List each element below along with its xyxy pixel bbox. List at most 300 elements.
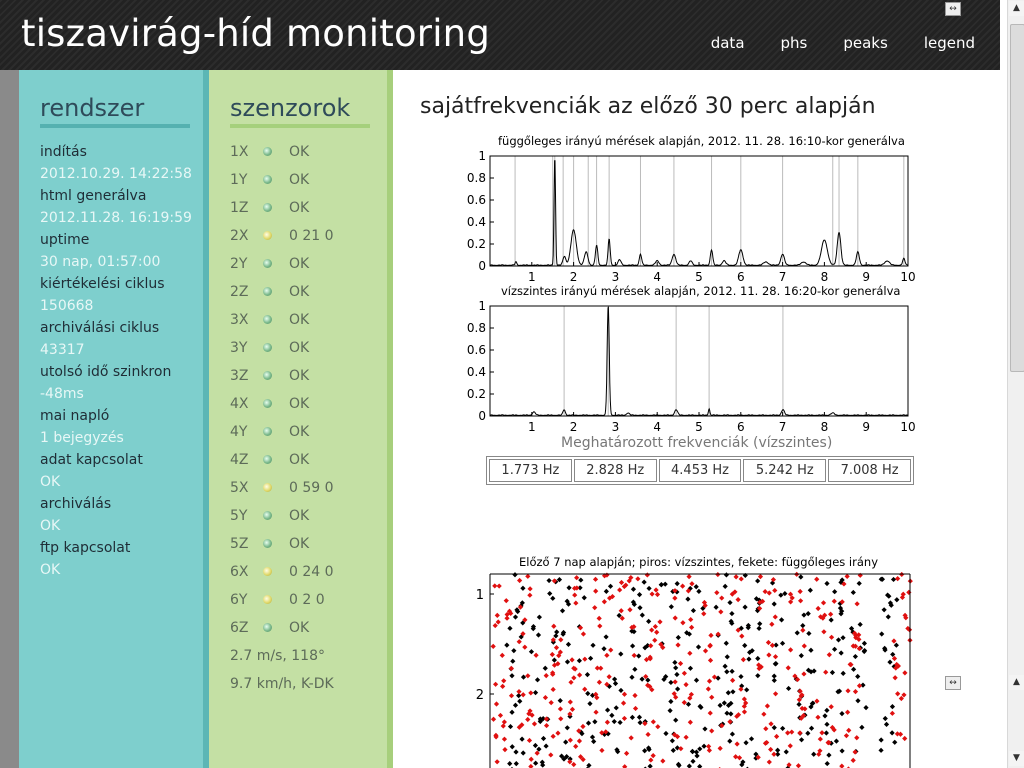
horizontal-point [851,758,856,763]
horizontal-point [527,738,532,743]
horizontal-point [816,606,821,611]
vertical-point [663,731,668,736]
horizontal-point [854,735,859,740]
sensor-status: OK [289,312,310,328]
vertical-point [757,621,762,626]
rendszer-label: uptime [40,232,90,248]
rendszer-list [40,141,205,581]
horizontal-point [509,666,514,671]
vertical-point [511,648,516,653]
vertical-point [779,617,784,622]
vertical-point [839,748,844,753]
horizontal-point [829,635,834,640]
vertical-point [614,705,619,710]
frame-resize-icon[interactable]: ↔ [945,676,961,690]
sensor-status: 0 59 0 [289,480,334,496]
sensor-status: OK [289,256,310,272]
vertical-point [859,725,864,730]
vertical-scrollbar[interactable] [1007,0,1024,768]
sensor-row [230,170,390,198]
horizontal-point [577,738,582,743]
y-tick-label: 0.8 [466,171,486,185]
vertical-point [582,595,587,600]
horizontal-point [502,747,507,752]
nav-peaks[interactable]: peaks [843,34,888,52]
vertical-point [696,644,701,649]
site-title: tiszavirág-híd monitoring [21,12,491,55]
vertical-point [585,691,590,696]
sensor-id: 1Z [230,200,249,216]
horizontal-point [768,747,773,752]
sensor-id: 5Z [230,536,249,552]
vertical-point [796,702,801,707]
horizontal-point [494,701,499,706]
sensor-id: 6Y [230,592,248,608]
vertical-point [605,707,610,712]
horizontal-point [621,701,626,706]
vertical-point [676,635,681,640]
horizontal-point [846,728,851,733]
horizontal-point [568,680,573,685]
vertical-point [786,686,791,691]
vertical-point [824,581,829,586]
horizontal-point [607,674,612,679]
horizontal-point [500,653,505,658]
vertical-point [541,736,546,741]
horizontal-point [629,735,634,740]
vertical-point [730,731,735,736]
y-tick-label: 0.8 [466,321,486,335]
horizontal-point [823,670,828,675]
vertical-point [508,724,513,729]
x-tick-label: 10 [900,420,916,434]
horizontal-point [550,652,555,657]
horizontal-point [708,643,713,648]
horizontal-point [527,586,532,591]
horizontal-point [902,670,907,675]
vertical-point [507,626,512,631]
vertical-point [725,654,730,659]
horizontal-point [839,764,844,768]
horizontal-point [845,688,850,693]
vertical-point [671,748,676,753]
horizontal-point [827,652,832,657]
horizontal-point [554,645,559,650]
sensor-row [230,198,390,226]
horizontal-point [766,652,771,657]
horizontal-point [599,748,604,753]
x-tick-label: 8 [820,420,829,434]
vertical-point [728,711,733,716]
horizontal-point [571,675,576,680]
horizontal-point [617,587,622,592]
vertical-point [890,704,895,709]
vertical-point [772,725,777,730]
horizontal-point [708,658,713,663]
vertical-point [509,673,514,678]
horizontal-point [581,631,586,636]
horizontal-point [742,709,747,714]
sensor-id: 1X [230,144,249,160]
horizontal-point [582,657,587,662]
status-warning-icon [263,595,272,604]
horizontal-point [597,680,602,685]
horizontal-point [500,684,505,689]
status-ok-icon [263,175,272,184]
vertical-point [630,715,635,720]
horizontal-point [845,574,850,579]
horizontal-point [558,637,563,642]
horizontal-point [718,746,723,751]
horizontal-point [785,730,790,735]
vertical-point [509,710,514,715]
sensor-id: 2Y [230,256,248,272]
vertical-point [578,577,583,582]
horizontal-point [708,710,713,715]
vertical-point [795,630,800,635]
horizontal-point [504,616,509,621]
sensor-status: OK [289,368,310,384]
sensor-row [230,422,390,450]
nav-data[interactable]: data [710,34,745,52]
vertical-point [696,589,701,594]
horizontal-point [558,706,563,711]
horizontal-point [593,710,598,715]
vertical-point [894,597,899,602]
status-ok-icon [263,147,272,156]
nav-phs[interactable]: phs [780,34,808,52]
status-ok-icon [263,315,272,324]
nav-legend[interactable]: legend [923,34,975,52]
vertical-point [632,667,637,672]
horizontal-point [739,634,744,639]
vertical-point [504,643,509,648]
horizontal-point [715,572,720,577]
frequency-cell: 2.828 Hz [574,459,657,482]
site-header [0,0,1000,70]
vertical-point [722,700,727,705]
horizontal-point [549,700,554,705]
vertical-spectrum-chart [460,148,920,288]
vertical-point [809,726,814,731]
x-tick-label: 1 [527,270,536,284]
horizontal-point [766,640,771,645]
horizontal-point [890,711,895,716]
horizontal-point [739,576,744,581]
horizontal-point [573,744,578,749]
szenzorok-title: szenzorok [230,94,351,122]
vertical-point [588,656,593,661]
horizontal-point [758,574,763,579]
rendszer-underline [40,124,190,128]
horizontal-point [502,737,507,742]
y-tick-label: 0.4 [466,215,486,229]
horizontal-point [651,753,656,758]
horizontal-point [570,707,575,712]
vertical-point [543,666,548,671]
horizontal-point [709,695,714,700]
sensor-row [230,282,390,310]
vertical-point [723,584,728,589]
horizontal-point [532,721,537,726]
vertical-point [512,572,517,577]
vertical-point [694,584,699,589]
vertical-point [585,672,590,677]
y-tick-label: 1 [475,588,484,603]
x-tick-label: 9 [862,270,871,284]
vertical-point [840,635,845,640]
x-tick-label: 10 [900,270,916,284]
horizontal-point [568,699,573,704]
rendszer-title: rendszer [40,94,145,122]
vertical-point [772,601,777,606]
horizontal-point [688,720,693,725]
horizontal-point [814,577,819,582]
vertical-point [547,591,552,596]
vertical-point [894,643,899,648]
horizontal-point [771,752,776,757]
vertical-point [586,721,591,726]
x-tick-label: 7 [778,420,787,434]
sensor-id: 6X [230,564,249,580]
horizontal-point [632,653,637,658]
vertical-point [667,708,672,713]
horizontal-point [528,764,533,768]
vertical-point [824,730,829,735]
sensor-row [230,142,390,170]
rendszer-label: archiválás [40,496,112,512]
vertical-point [612,719,617,724]
horizontal-point [895,691,900,696]
sensor-id: 1Y [230,172,248,188]
szenzorok-panel [209,70,393,768]
vertical-point [517,699,522,704]
horizontal-point [517,639,522,644]
vertical-point [701,744,706,749]
vertical-point [839,711,844,716]
y-tick-label: 0.2 [466,237,486,251]
horizontal-point [763,589,768,594]
x-tick-label: 3 [611,270,620,284]
scroll-up-lower-icon[interactable]: ▲ [1009,675,1024,690]
vertical-point [630,643,635,648]
horizontal-point [574,575,579,580]
scroll-up-icon[interactable]: ▲ [1009,1,1024,16]
horizontal-point [768,721,773,726]
vertical-point [601,646,606,651]
sensor-row [230,506,390,534]
sensor-row [230,366,390,394]
vertical-point [742,605,747,610]
x-tick-label: 9 [862,420,871,434]
vertical-point [565,659,570,664]
left-edge [0,70,19,768]
vertical-point [563,740,568,745]
vertical-point [858,622,863,627]
sensor-row [230,226,390,254]
horizontal-point [627,607,632,612]
vertical-point [566,642,571,647]
scroll-thumb[interactable] [1010,24,1024,372]
vertical-point [609,713,614,718]
x-tick-label: 7 [778,270,787,284]
scroll-down-icon[interactable]: ▼ [1009,751,1024,766]
sensor-id: 2X [230,228,249,244]
vertical-point [690,759,695,764]
vertical-point [533,690,538,695]
horizontal-point [597,616,602,621]
horizontal-point [491,717,496,722]
sensor-id: 3Y [230,340,248,356]
horizontal-point [495,613,500,618]
vertical-point [738,674,743,679]
horizontal-point [651,719,656,724]
horizontal-point [649,591,654,596]
status-ok-icon [263,203,272,212]
vertical-point [822,713,827,718]
rendszer-label: ftp kapcsolat [40,540,131,556]
x-tick-label: 1 [527,420,536,434]
vertical-point [668,699,673,704]
vertical-point [510,744,515,749]
horizontal-point [604,653,609,658]
vertical-point [521,750,526,755]
horizontal-point [516,689,521,694]
horizontal-point [533,653,538,658]
status-warning-icon [263,483,272,492]
horizontal-point [682,671,687,676]
rendszer-value: OK [40,562,61,578]
rendszer-value: 150668 [40,298,94,314]
sensor-id: 5Y [230,508,248,524]
horizontal-point [680,583,685,588]
rendszer-label: adat kapcsolat [40,452,143,468]
vertical-point [755,656,760,661]
sensor-row [230,534,390,562]
horizontal-point [687,651,692,656]
horizontal-point [673,679,678,684]
horizontal-point [815,715,820,720]
vertical-point [550,596,555,601]
horizontal-point [829,704,834,709]
x-tick-label: 2 [569,420,578,434]
horizontal-point [828,612,833,617]
status-ok-icon [263,259,272,268]
horizontal-point [672,596,677,601]
vertical-point [591,739,596,744]
horizontal-point [498,713,503,718]
vertical-point [886,614,891,619]
vertical-point [749,736,754,741]
frequency-cell: 4.453 Hz [659,459,742,482]
horizontal-point [714,590,719,595]
horizontal-point [796,763,801,768]
vertical-point [755,673,760,678]
vertical-point [879,631,884,636]
horizontal-point [718,609,723,614]
szenzorok-underline [230,124,370,128]
horizontal-point [773,654,778,659]
vertical-point [724,711,729,716]
sensor-status: OK [289,620,310,636]
status-ok-icon [263,343,272,352]
vertical-point [829,617,834,622]
horizontal-point [767,759,772,764]
horizontal-point [707,748,712,753]
vertical-point [727,739,732,744]
vertical-point [862,641,867,646]
vertical-point [590,643,595,648]
y-tick-label: 0 [478,409,486,423]
horizontal-point [678,661,683,666]
sensor-id: 2Z [230,284,249,300]
horizontal-point [551,734,556,739]
horizontal-point [857,683,862,688]
horizontal-point [772,588,777,593]
vertical-point [694,678,699,683]
vertical-point [853,654,858,659]
horizontal-point [761,712,766,717]
vertical-point [672,660,677,665]
horizontal-point [706,686,711,691]
status-ok-icon [263,427,272,436]
horizontal-point [527,593,532,598]
vertical-point [772,678,777,683]
vertical-point [617,720,622,725]
vertical-point [884,722,889,727]
vertical-point [552,658,557,663]
rendszer-value: 2012.10.29. 14:22:58 [40,166,192,182]
y-tick-label: 1 [478,149,486,163]
horizontal-point [632,693,637,698]
main-title: sajátfrekvenciák az előző 30 perc alapján [420,94,876,119]
vertical-point [668,680,673,685]
horizontal-point [678,746,683,751]
vertical-point [565,725,570,730]
horizontal-point [819,730,824,735]
horizontal-point [624,751,629,756]
horizontal-point [645,732,650,737]
horizontal-point [701,611,706,616]
horizontal-point [707,679,712,684]
horizontal-point [657,619,662,624]
frequency-table [486,456,914,485]
vertical-point [825,761,830,766]
frame-resize-top-icon[interactable]: ↔ [945,2,961,16]
vertical-point [604,589,609,594]
horizontal-point [555,731,560,736]
vertical-point [746,657,751,662]
status-ok-icon [263,623,272,632]
horizontal-point [683,682,688,687]
chart3-title: Előző 7 nap alapján; piros: vízszintes, fekete: függőleges irány [519,555,878,569]
x-tick-label: 6 [736,270,745,284]
vertical-point [553,633,558,638]
vertical-point [546,578,551,583]
rendszer-value: 2012.11.28. 16:19:59 [40,210,192,226]
vertical-point [613,681,618,686]
horizontal-point [654,630,659,635]
sensor-id: 4Z [230,452,249,468]
vertical-point [887,660,892,665]
horizontal-point [660,758,665,763]
vertical-point [784,749,789,754]
horizontal-point [788,743,793,748]
vertical-point [724,641,729,646]
vertical-point [529,649,534,654]
rendszer-value: -48ms [40,386,84,402]
vertical-point [560,608,565,613]
